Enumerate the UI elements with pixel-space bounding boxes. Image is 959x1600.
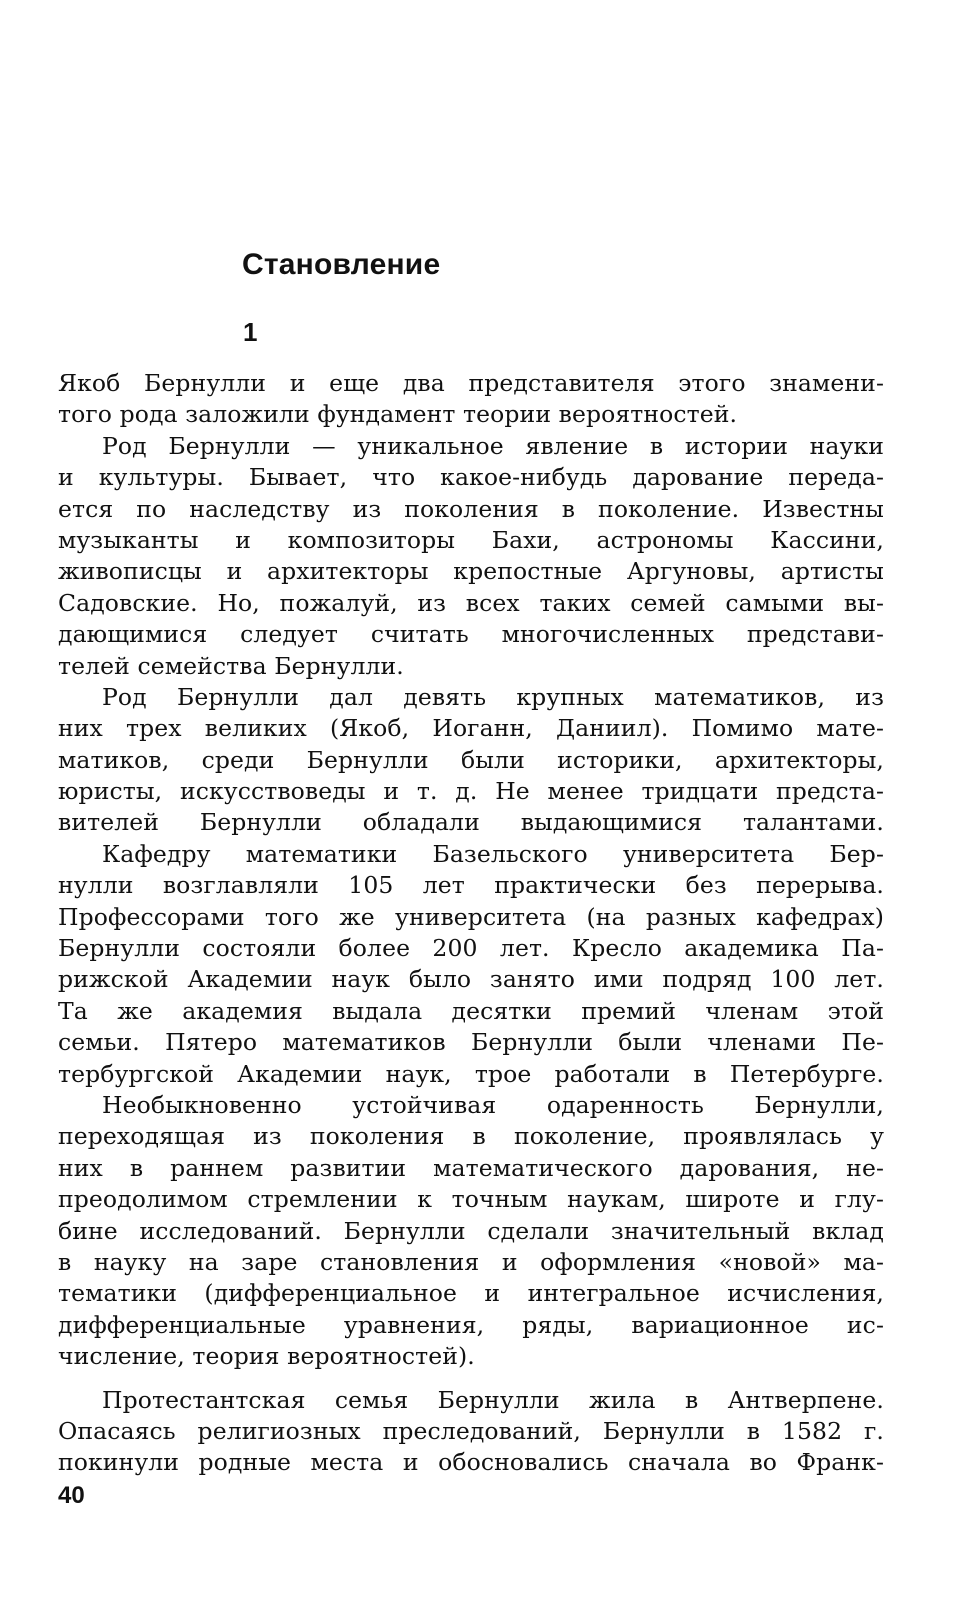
text-line: Якоб Бернулли и еще два представителя этого знамени-	[58, 369, 884, 397]
text-line: рижской Академии наук было занято ими подряд 100 лет.	[58, 965, 884, 994]
text-line: тербургской Академии наук, трое работали в Петербурге.	[58, 1059, 884, 1088]
text-line: юристы, искусствоведы и т. д. Не менее тридцати предста-	[58, 777, 884, 806]
text-line: в науку на заре становления и оформления «новой» ма-	[58, 1247, 884, 1276]
text-line: тематики (дифференциальное и интегральное исчисления,	[58, 1279, 884, 1308]
text-line: Протестантская семья Бернулли жила в Антверпене.	[102, 1385, 884, 1414]
text-line: матиков, среди Бернулли были историки, архитекторы,	[58, 745, 884, 774]
text-line: того рода заложили фундамент теории вероятностей.	[58, 400, 738, 429]
section-number: 1	[243, 317, 258, 347]
text-line: Кафедру математики Базельского университета Бер-	[102, 839, 884, 868]
text-line: Садовские. Но, пожалуй, из всех таких семей самыми вы-	[58, 588, 884, 617]
body-text	[58, 368, 884, 1479]
text-line: покинули родные места и обосновались сначала во Франк-	[58, 1448, 884, 1477]
text-line: и культуры. Бывает, что какое-нибудь дарование переда-	[58, 463, 884, 492]
text-line: числение, теория вероятностей).	[58, 1342, 475, 1371]
text-line: Род Бернулли дал девять крупных математиков, из	[102, 682, 884, 711]
text-line: живописцы и архитекторы крепостные Аргуновы, артисты	[58, 557, 884, 586]
text-line: дифференциальные уравнения, ряды, вариационное ис-	[58, 1310, 884, 1339]
text-line: Профессорами того же университета (на разных кафедрах)	[58, 902, 884, 931]
text-line: музыканты и композиторы Бахи, астрономы Кассини,	[58, 525, 884, 554]
text-line: Необыкновенно устойчивая одаренность Бернулли,	[102, 1090, 884, 1119]
text-line: Род Бернулли — уникальное явление в истории науки	[102, 431, 884, 460]
text-line: семьи. Пятеро математиков Бернулли были членами Пе-	[58, 1028, 884, 1057]
text-line: переходящая из поколения в поколение, проявлялась у	[58, 1122, 884, 1151]
text-line: бине исследований. Бернулли сделали значительный вклад	[58, 1216, 884, 1245]
text-line: Опасаясь религиозных преследований, Бернулли в 1582 г.	[58, 1416, 884, 1445]
text-line: них трех великих (Якоб, Иоганн, Даниил). Помимо мате-	[58, 714, 884, 743]
text-line: нулли возглавляли 105 лет практически без перерыва.	[58, 871, 884, 900]
page-number: 40	[58, 1482, 85, 1509]
text-line: Та же академия выдала десятки премий членам этой	[58, 996, 884, 1025]
text-line: телей семейства Бернулли.	[58, 651, 404, 680]
text-line: дающимися следует считать многочисленных представи-	[58, 620, 884, 649]
text-line: вителей Бернулли обладали выдающимися талантами.	[58, 808, 884, 837]
text-line: них в раннем развитии математического дарования, не-	[58, 1153, 884, 1182]
chapter-heading: Становление	[242, 248, 441, 281]
text-line: преодолимом стремлении к точным наукам, широте и глу-	[58, 1185, 884, 1214]
text-line: Бернулли состояли более 200 лет. Кресло академика Па-	[58, 934, 884, 963]
text-line: ется по наследству из поколения в поколение. Известны	[58, 494, 884, 523]
paragraph-gap	[58, 1373, 884, 1385]
